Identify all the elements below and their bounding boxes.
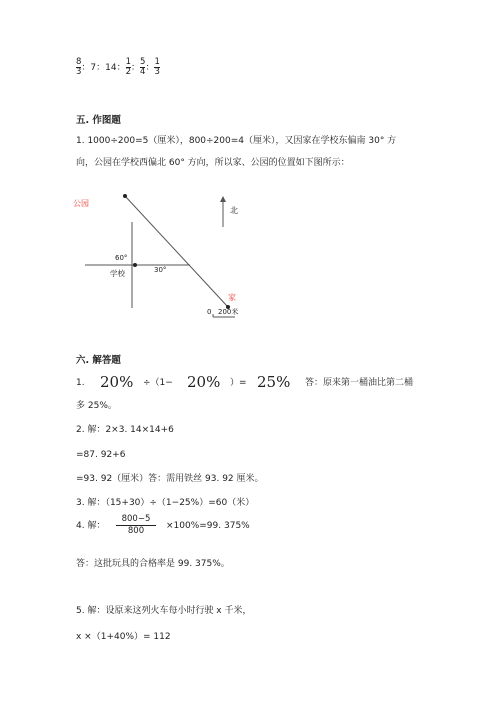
q5-line2: x ×（1+40%）= 112 [76,632,171,642]
fraction: $\frac{5}{4}$ [140,57,146,77]
answer-line: 1. 1000÷200=5（厘米），800÷200=4（厘米），又因家在学校东偏南 30° 方 [76,136,397,146]
q1-percent-a: 20% [100,373,134,391]
home-label: 家 [228,293,236,302]
q2-line1: 2. 解：2×3. 14×14+6 [76,425,174,435]
q2-line3: =93. 92（厘米）答：需用铁丝 93. 92 厘米。 [76,474,264,484]
north-label: 北 [230,206,238,215]
ratio-expression [76,58,160,77]
q4-numerator: 800−5 [121,514,151,524]
school-home-park-line [125,196,228,307]
section-title: 六. 解答题 [76,355,121,366]
ratio-sep: ： [145,63,155,73]
q5-line1: 5. 解：设原来这列火车每小时行驶 x 千米， [76,606,252,616]
ratio-part: ：7：14： [81,63,126,73]
q1-answer-cont: 多 25%。 [76,401,117,411]
north-arrow [218,195,248,230]
park-point [123,194,127,198]
ratio-sep: ： [131,63,141,73]
q4-result: ×100%=99. 375% [166,521,250,531]
fraction: $\frac{8}{3}$ [76,57,82,77]
q1-percent-c: 25% [257,373,291,391]
fraction: $\frac{1}{2}$ [125,57,132,77]
q4-denominator: 800 [127,526,145,536]
scale-label: 200米 [218,308,239,316]
q3-line: 3. 解：（15+30）÷（1−25%）=60（米） [76,498,255,508]
scale-zero-label: 0 [207,308,212,316]
q4-fraction [116,514,156,537]
angle-60-label: 60° [115,254,128,262]
north-arrowhead-icon [220,196,226,202]
park-label: 公园 [73,199,89,208]
q1-answer: 答：原来第一桶油比第二桶 [305,378,414,388]
angle-30-label: 30° [154,266,167,274]
q1-number: 1. [76,378,85,388]
school-label: 学校 [110,269,125,278]
q4-answer: 答：这批玩具的合格率是 99. 375%。 [76,559,230,569]
q1-equals: ）= [230,378,247,388]
q2-line2: =87. 92+6 [76,450,126,460]
section-title: 五. 作图题 [76,115,121,126]
q1-divide: ÷（1− [143,378,173,388]
q4-prefix: 4. 解： [76,521,106,531]
school-point [133,263,137,267]
answer-line: 向，公园在学校西偏北 60° 方向，所以家、公园的位置如下图所示： [76,158,350,168]
q1-percent-b: 20% [187,373,221,391]
fraction: $\frac{1}{3}$ [154,57,160,77]
